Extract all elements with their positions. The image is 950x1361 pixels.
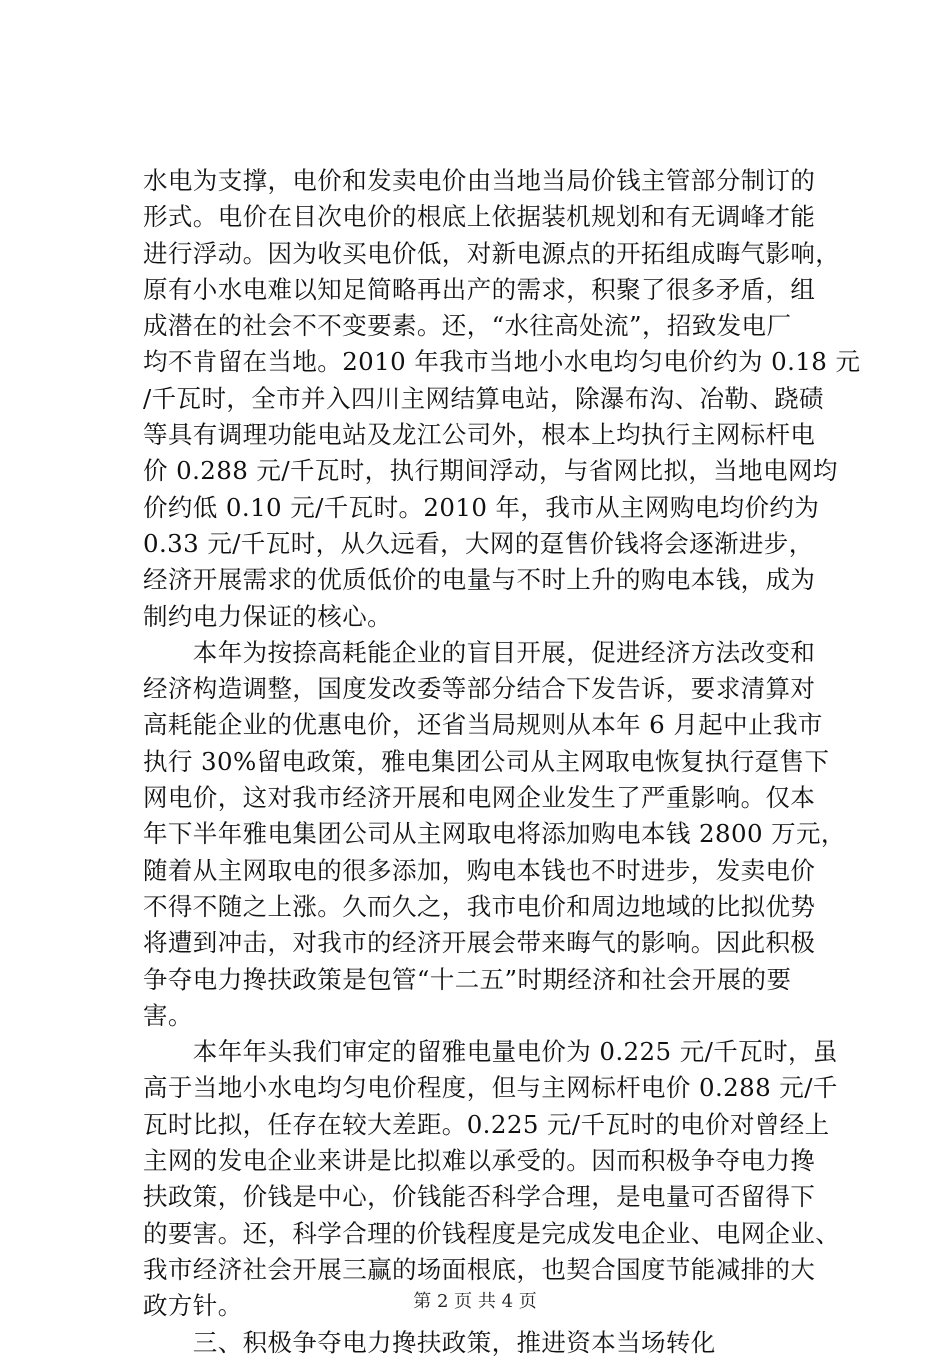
text-line: 高于当地小水电均匀电价程度，但与主网标杆电价 0.288 元/千 [143, 1073, 838, 1103]
text-line: 本年年头我们审定的留雅电量电价为 0.225 元/千瓦时，虽 [143, 1037, 838, 1067]
text-line: 扶政策，价钱是中心，价钱能否科学合理，是电量可否留得下 [143, 1182, 816, 1212]
text-line: 高耗能企业的优惠电价，还省当局规则从本年 6 月起中止我市 [143, 710, 823, 740]
text-line: 年下半年雅电集团公司从主网取电将添加购电本钱 2800 万元， [143, 819, 846, 849]
section-heading: 三、积极争夺电力搀扶政策，推进资本当场转化 [143, 1327, 716, 1357]
text-line: 政方针。 [143, 1291, 243, 1321]
text-line: 价 0.288 元/千瓦时，执行期间浮动，与省网比拟，当地电网均 [143, 456, 838, 486]
text-line: 争夺电力搀扶政策是包管“十二五”时期经济和社会开展的要 [143, 964, 792, 994]
text-line: 原有小水电难以知足简略再出产的需求，积聚了很多矛盾，组 [143, 274, 816, 304]
text-line: 我市经济社会开展三赢的场面根底，也契合国度节能减排的大 [143, 1254, 816, 1284]
text-line: 网电价，这对我市经济开展和电网企业发生了严重影响。仅本 [143, 783, 816, 813]
text-line: 不得不随之上涨。久而久之，我市电价和周边地域的比拟优势 [143, 891, 816, 921]
text-line: 执行 30%留电政策，雅电集团公司从主网取电恢复执行趸售下 [143, 746, 830, 776]
page-number-footer: 第 2 页 共 4 页 [413, 1291, 537, 1312]
text-line: 主网的发电企业来讲是比拟难以承受的。因而积极争夺电力搀 [143, 1146, 816, 1176]
text-line: 价约低 0.10 元/千瓦时。2010 年，我市从主网购电均价约为 [143, 492, 820, 522]
text-line: 将遭到冲击，对我市的经济开展会带来晦气的影响。因此积极 [143, 928, 816, 958]
text-line: 经济构造调整，国度发改委等部分结合下发告诉，要求清算对 [143, 674, 816, 704]
document-body [143, 163, 861, 1361]
text-line: /千瓦时，全市并入四川主网结算电站，除瀑布沟、冶勒、跷碛 [143, 383, 824, 413]
text-line: 0.33 元/千瓦时，从久远看，大网的趸售价钱将会逐渐进步， [143, 528, 814, 558]
text-line: 均不肯留在当地。2010 年我市当地小水电均匀电价约为 0.18 元 [143, 347, 861, 377]
text-line: 等具有调理功能电站及龙江公司外，根本上均执行主网标杆电 [143, 420, 816, 450]
text-line: 随着从主网取电的很多添加，购电本钱也不时进步，发卖电价 [143, 855, 816, 885]
text-line: 进行浮动。因为收买电价低，对新电源点的开拓组成晦气影响， [143, 238, 841, 268]
text-line: 的要害。还，科学合理的价钱程度是完成发电企业、电网企业、 [143, 1218, 841, 1248]
text-line: 制约电力保证的核心。 [143, 601, 392, 631]
text-line: 害。 [143, 1000, 193, 1030]
text-line: 水电为支撑，电价和发卖电价由当地当局价钱主管部分制订的 [143, 166, 816, 195]
text-line: 形式。电价在目次电价的根底上依据装机规划和有无调峰才能 [143, 202, 816, 232]
text-line: 成潜在的社会不不变要素。还，“水往高处流”，招致发电厂 [143, 311, 792, 341]
text-line: 经济开展需求的优质低价的电量与不时上升的购电本钱，成为 [143, 565, 816, 595]
text-line: 本年为按捺高耗能企业的盲目开展，促进经济方法改变和 [143, 637, 816, 667]
text-line: 瓦时比拟，任存在较大差距。0.225 元/千瓦时的电价对曾经上 [143, 1109, 830, 1139]
